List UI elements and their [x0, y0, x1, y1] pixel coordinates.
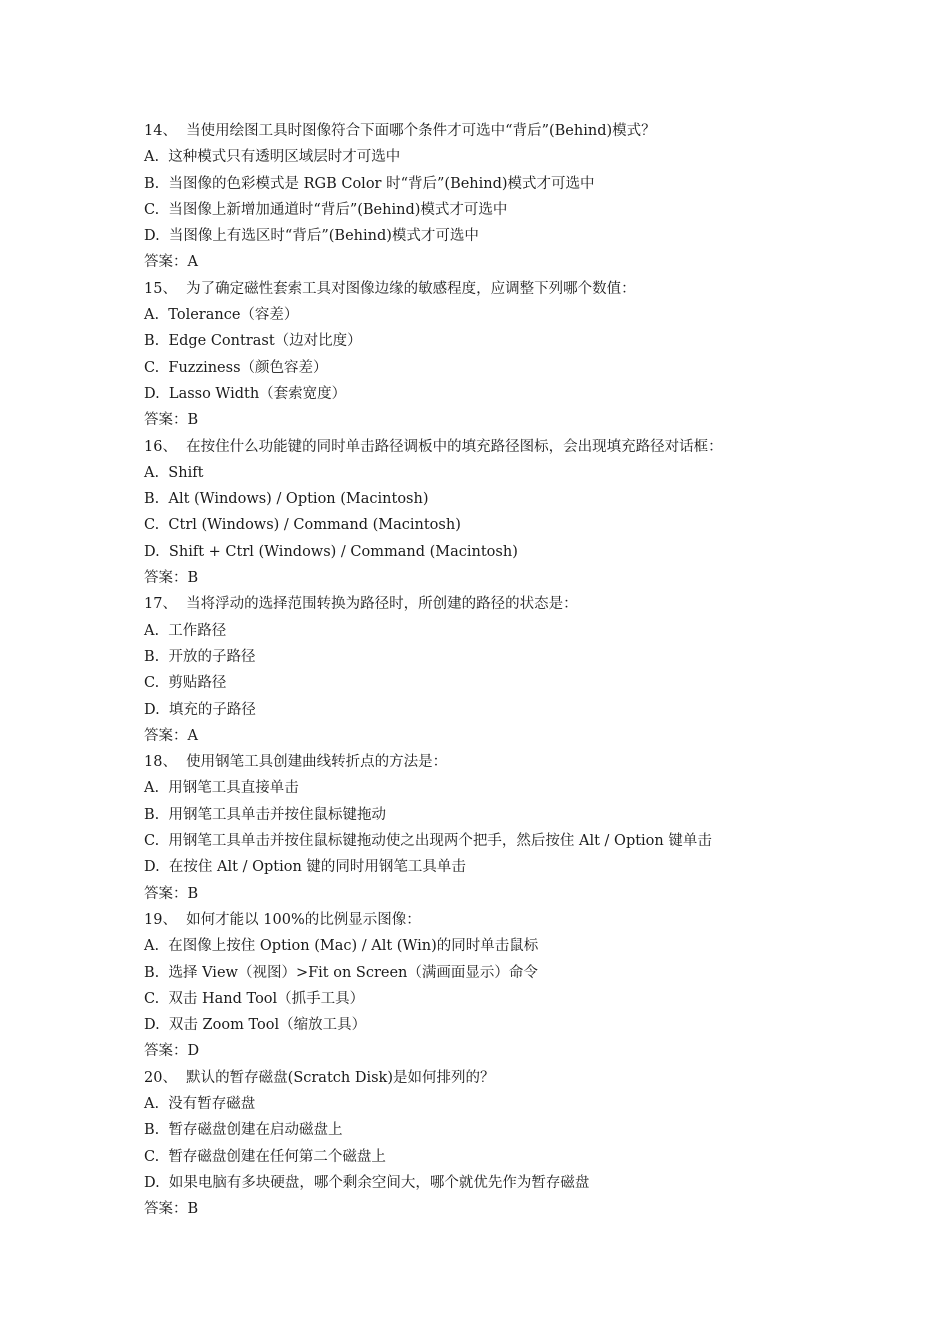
option-d: D. 双击 Zoom Tool（缩放工具）: [144, 1017, 367, 1034]
question-text: 19、 如何才能以 100%的比例显示图像：: [144, 911, 421, 928]
option-c: C. 双击 Hand Tool（抓手工具）: [144, 990, 365, 1007]
answer-line: 答案：A: [144, 254, 198, 271]
question-19: [144, 907, 844, 1065]
option-b: B. 选择 View（视图）>Fit on Screen（满画面显示）命令: [144, 964, 538, 981]
question-text: 18、 使用钢笔工具创建曲线转折点的方法是：: [144, 754, 448, 771]
option-b: B. Alt (Windows) / Option (Macintosh): [144, 491, 429, 508]
option-b: B. 用钢笔工具单击并按住鼠标键拖动: [144, 806, 386, 823]
option-d: D. Shift + Ctrl (Windows) / Command (Macintosh): [144, 543, 518, 560]
option-c: C. 剪贴路径: [144, 675, 227, 692]
question-16: [144, 434, 844, 592]
option-b: B. Edge Contrast（边对比度）: [144, 333, 362, 350]
option-a: A. 用钢笔工具直接单击: [144, 780, 299, 797]
answer-line: 答案：B: [144, 885, 199, 902]
question-18: [144, 749, 844, 907]
question-text: 17、 当将浮动的选择范围转换为路径时，所创建的路径的状态是：: [144, 596, 578, 613]
answer-line: 答案：A: [144, 727, 198, 744]
option-d: D. Lasso Width（套索宽度）: [144, 385, 347, 402]
document-page: [144, 118, 844, 1222]
question-14: [144, 118, 844, 276]
option-b: B. 当图像的色彩模式是 RGB Color 时“背后”(Behind)模式才可选中: [144, 175, 595, 192]
option-d: D. 如果电脑有多块硬盘，哪个剩余空间大，哪个就优先作为暂存磁盘: [144, 1174, 590, 1191]
answer-line: 答案：B: [144, 1201, 199, 1218]
option-a: A. 在图像上按住 Option (Mac) / Alt (Win)的同时单击鼠标: [144, 938, 539, 955]
answer-line: 答案：B: [144, 570, 199, 587]
option-c: C. 当图像上新增加通道时“背后”(Behind)模式才可选中: [144, 201, 508, 218]
option-c: C. Fuzziness（颜色容差）: [144, 359, 328, 376]
answer-line: 答案：B: [144, 412, 199, 429]
option-c: C. Ctrl (Windows) / Command (Macintosh): [144, 517, 461, 534]
option-d: D. 当图像上有选区时“背后”(Behind)模式才可选中: [144, 228, 479, 245]
option-a: A. 这种模式只有透明区域层时才可选中: [144, 149, 401, 166]
option-b: B. 开放的子路径: [144, 648, 256, 665]
option-a: A. 工作路径: [144, 622, 227, 639]
question-17: [144, 591, 844, 749]
option-b: B. 暂存磁盘创建在启动磁盘上: [144, 1122, 343, 1139]
question-20: [144, 1065, 844, 1223]
option-c: C. 暂存磁盘创建在任何第二个磁盘上: [144, 1148, 386, 1165]
option-a: A. 没有暂存磁盘: [144, 1095, 256, 1112]
option-a: A. Shift: [144, 464, 204, 481]
question-text: 16、 在按住什么功能键的同时单击路径调板中的填充路径图标，会出现填充路径对话框：: [144, 438, 723, 455]
question-15: [144, 276, 844, 434]
question-text: 14、 当使用绘图工具时图像符合下面哪个条件才可选中“背后”(Behind)模式？: [144, 123, 656, 139]
option-c: C. 用钢笔工具单击并按住鼠标键拖动使之出现两个把手，然后按住 Alt / Option 键单击: [144, 833, 712, 850]
question-text: 20、 默认的暂存磁盘(Scratch Disk)是如何排列的？: [144, 1069, 495, 1086]
option-a: A. Tolerance（容差）: [144, 307, 299, 324]
answer-line: 答案：D: [144, 1043, 200, 1060]
question-text: 15、 为了确定磁性套索工具对图像边缘的敏感程度，应调整下列哪个数值：: [144, 280, 636, 297]
option-d: D. 在按住 Alt / Option 键的同时用钢笔工具单击: [144, 859, 466, 876]
option-d: D. 填充的子路径: [144, 701, 256, 718]
